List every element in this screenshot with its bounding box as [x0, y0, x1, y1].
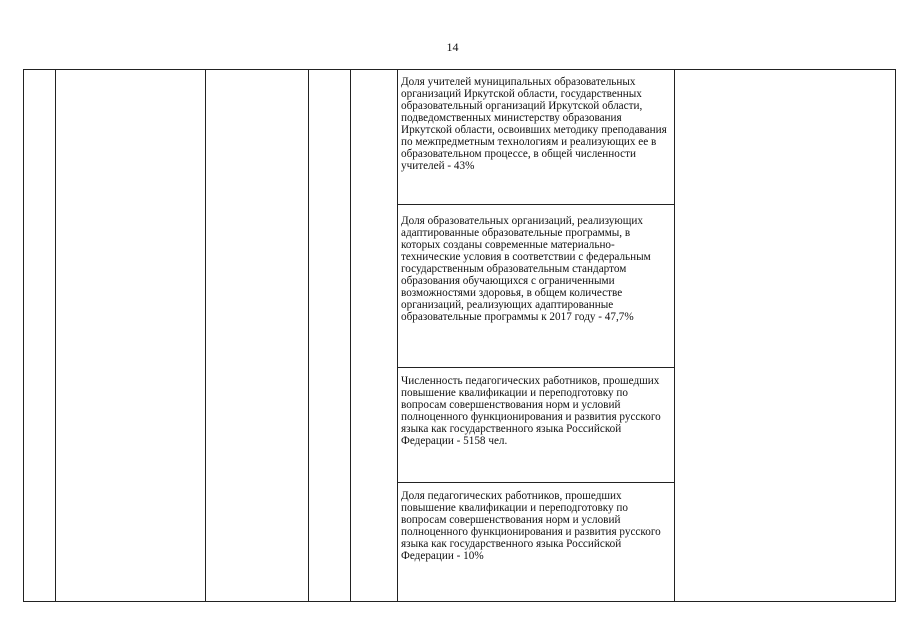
column-divider [55, 70, 56, 601]
indicator-cell [397, 486, 674, 562]
indicator-cell [397, 371, 674, 447]
column-divider [308, 70, 309, 601]
indicator-cell [397, 72, 674, 172]
column-divider [205, 70, 206, 601]
column-divider [350, 70, 351, 601]
indicator-cell [397, 211, 674, 323]
indicator-text: Численность педагогических работников, прошедших повышение квалификации и переподготовку по вопросам совершенствования норм и условий полноценного функционирования и развития русского языка как государственного языка Российской Федерации - 5158 чел. [401, 375, 661, 447]
indicator-text: Доля образовательных организаций, реализующих адаптированные образовательные программы, в которых созданы современные материально-технические условия в соответствии с федеральным государственным образовательным стандартом образования обучающихся с ограниченными возможностями здоровья, в общем количестве организаций, реализующих адаптированные образовательные программы к 2017 году - 47,7% [401, 215, 651, 323]
column-divider [674, 70, 675, 601]
indicator-text: Доля педагогических работников, прошедших повышение квалификации и переподготовку по вопросам совершенствования норм и условий полноценного функционирования и развития русского языка как государственного языка Российской Федерации - 10% [401, 490, 661, 562]
indicator-text: Доля учителей муниципальных образовательных организаций Иркутской области, государственных образовательный организаций Иркутской области, подведомственных министерству образования Иркутской области, освоивших методику преподавания по межпредметным технологиям и реализующих ее в образовательном процессе, в общей численности учителей - 43% [401, 76, 667, 172]
page-number: 14 [446, 40, 459, 54]
row-divider [397, 367, 674, 368]
document-table [23, 69, 896, 602]
row-divider [397, 204, 674, 205]
row-divider [397, 482, 674, 483]
